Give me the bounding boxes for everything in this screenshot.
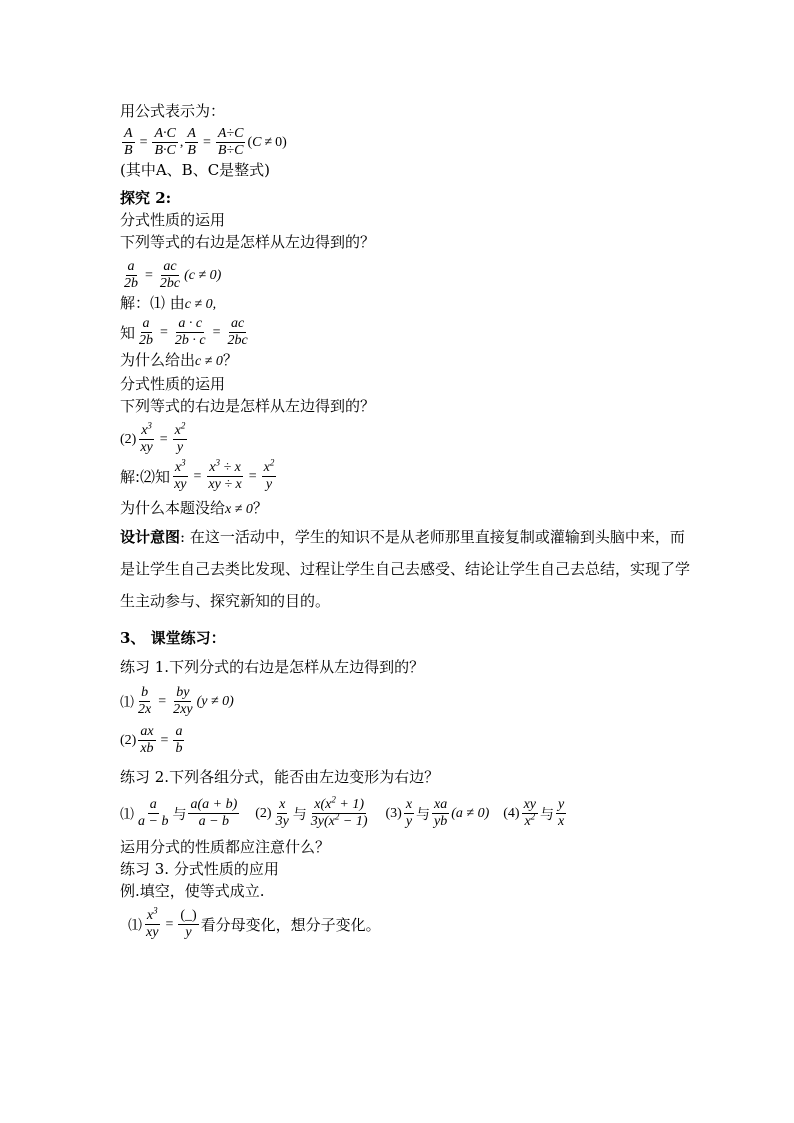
fraction: $\frac{A\div C}{B\div C}$	[217, 126, 244, 158]
exercise-1-heading: 练习 1.下列分式的右边是怎样从左边得到的？	[120, 658, 425, 676]
exercise-1-formula-1: ⑴ $\frac{b}{2x}$ = $\frac{by}{2xy}$ (y ≠ 0)	[120, 685, 234, 717]
exercise-2-heading: 练习 2.下列各组分式，能否由左边变形为右边？	[120, 768, 440, 786]
intro-line: 用公式表示为：	[120, 102, 226, 120]
section-heading-explore-2: 探究 2:	[120, 189, 172, 207]
exercise-3-formula: ⑴ $\frac{x^3}{xy}$ = $\frac{(\_)}{y}$ 看分母变化，想分子变化。	[128, 905, 381, 940]
design-intent-paragraph: 设计意图: 在这一活动中，学生的知识不是从老师那里直接复制或灌输到头脑中来，而是让学生自己去类比发现、过程让学生自己去感受、结论让学生自己去总结，实现了学生主动参与、探究新知的目的。	[120, 528, 691, 610]
solution-line-1: 解：⑴ 由c ≠ 0,	[120, 294, 217, 312]
why-line-2: 为什么本题没给x ≠ 0？	[120, 499, 268, 517]
section-heading-practice: 3、 课堂练习：	[120, 629, 226, 647]
formula-solution-1: 知 $\frac{a}{2b}$ = $\frac{a \cdot c}{2b \cdot c}$ = $\frac{ac}{2bc}$	[120, 316, 248, 348]
fraction: $\frac{A}{B}$	[187, 126, 196, 158]
formula-basic-property: $\frac{A}{B}$ = $\frac{A\cdot C}{B\cdot C}$ , $\frac{A}{B}$ = $\frac{A\div C}{B\div C}$ (C ≠ 0)	[124, 126, 287, 158]
fraction: $\frac{A\cdot C}{B\cdot C}$	[154, 126, 176, 158]
note-integers: (其中A、B、C是整式)	[120, 161, 271, 179]
exercise-3-heading: 练习 3. 分式性质的应用	[120, 860, 279, 878]
formula-example-2: (2) $\frac{x^3}{xy}$ = $\frac{x^2}{y}$	[120, 420, 186, 455]
topic-line-2: 分式性质的运用	[120, 375, 226, 393]
design-intent-title: 设计意图	[120, 528, 181, 546]
question-line-2: 下列等式的右边是怎样从左边得到的？	[120, 397, 376, 415]
question-line: 下列等式的右边是怎样从左边得到的？	[120, 233, 376, 251]
document-page	[120, 100, 690, 941]
example-fill-in: 例.填空，使等式成立.	[120, 882, 265, 900]
exercise-1-formula-2: (2) $\frac{ax}{xb}$ = $\frac{a}{b}$	[120, 724, 183, 756]
formula-solution-2: 解:⑵知 $\frac{x^3}{xy}$ = $\frac{x^3 \div x}{xy \div x}$ = $\frac{x^2}{y}$	[120, 457, 275, 492]
why-line-1: 为什么给出c ≠ 0？	[120, 351, 238, 369]
blank-numerator[interactable]: (_)	[180, 908, 197, 923]
attention-question: 运用分式的性质都应注意什么？	[120, 838, 331, 856]
exercise-2-formulas: ⑴ $\frac{a}{a - b}$ 与 $\frac{a(a + b)}{a - b}$ (2) $\frac{x}{3y}$ 与 $\frac{x(x^2 + 1)}{3y(x^2 - 1)}$ (3) $\frac{x}{y}$ 与 $\frac{xa}{yb}$ (a ≠ 0) (4) $\frac{xy}{x^2}$ 与 $\frac{y}{x}$	[120, 794, 565, 829]
fraction: $\frac{A}{B}$	[124, 126, 133, 158]
topic-line: 分式性质的运用	[120, 211, 226, 229]
formula-example-1: $\frac{a}{2b}$ = $\frac{ac}{2bc}$ (c ≠ 0)	[124, 259, 222, 291]
